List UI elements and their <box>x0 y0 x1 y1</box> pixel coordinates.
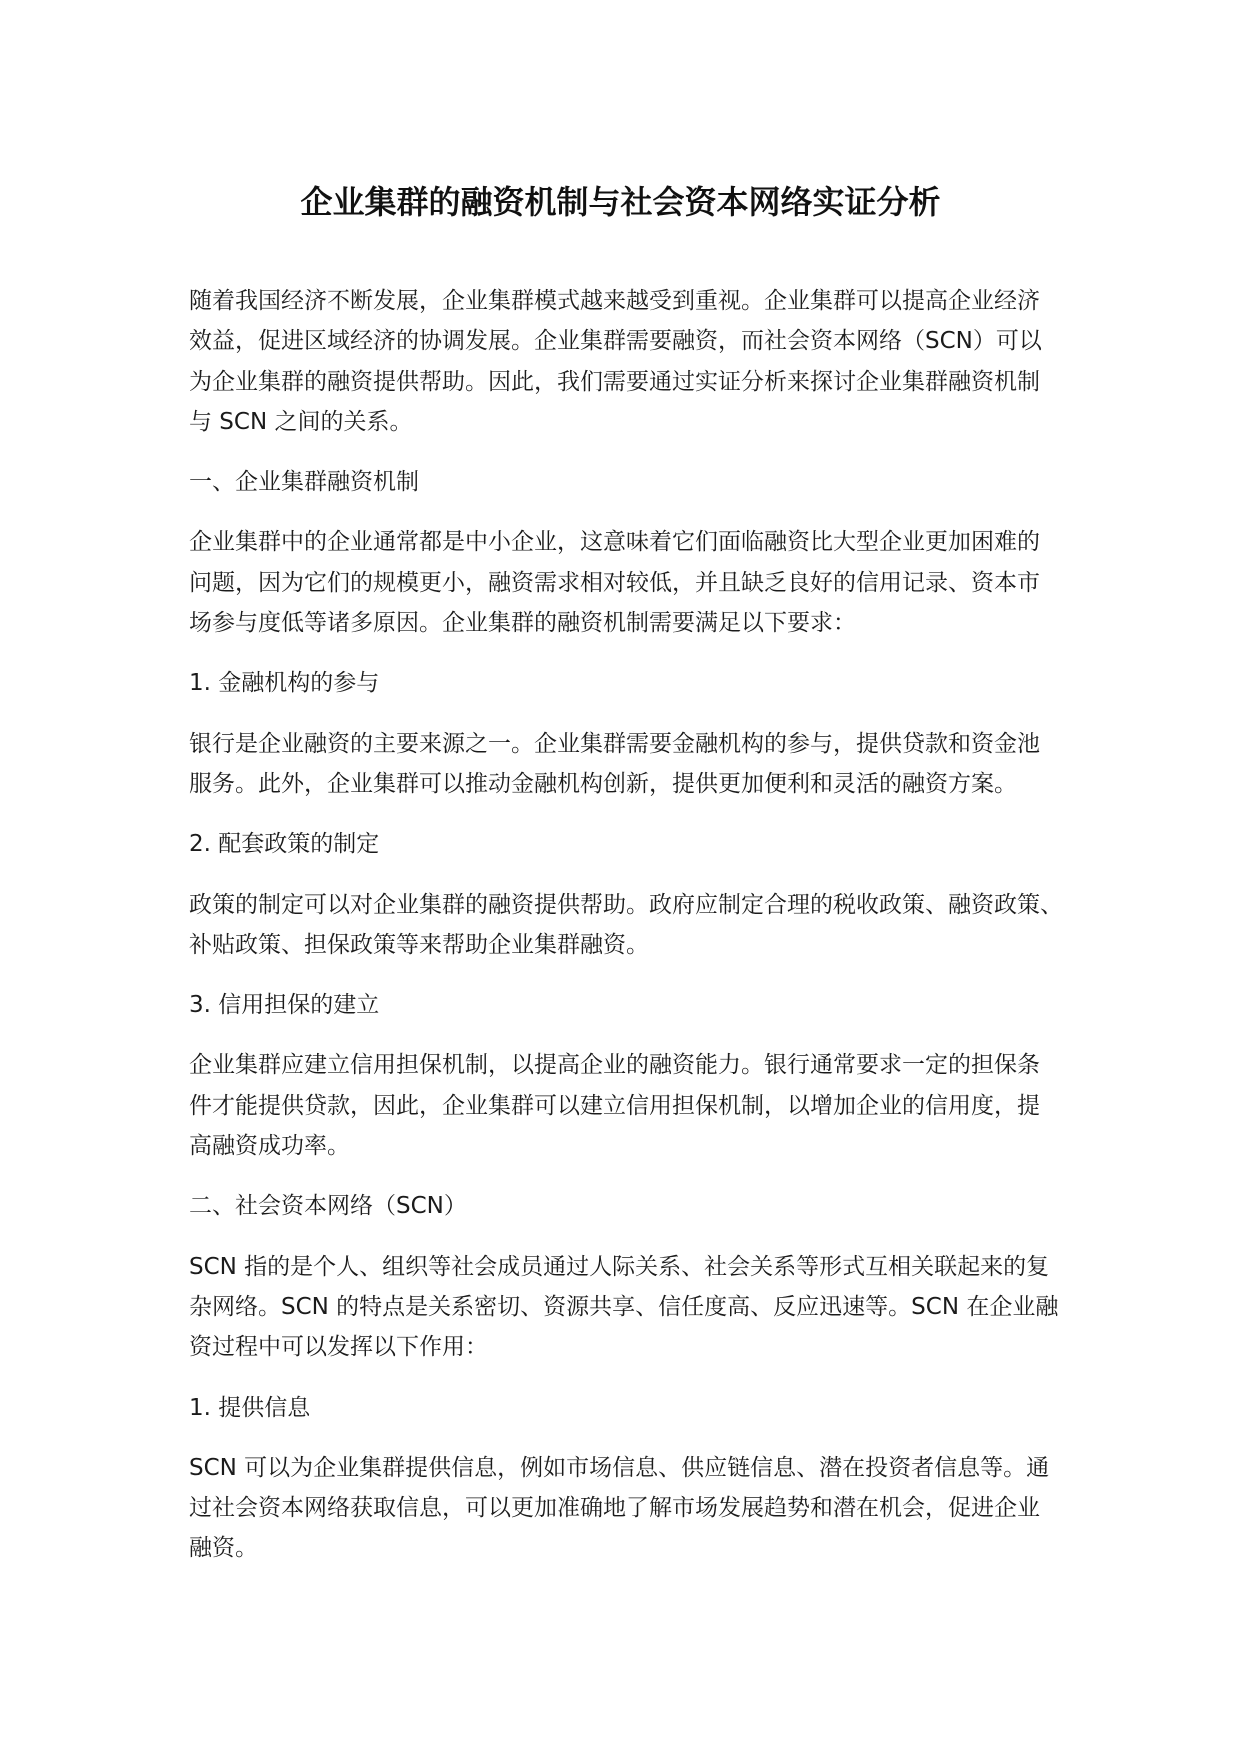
paragraph-line: SCN 可以为企业集群提供信息，例如市场信息、供应链信息、潜在投资者信息等。通 <box>189 1454 1050 1481</box>
paragraph <box>189 1247 1189 1368</box>
document-title: 企业集群的融资机制与社会资本网络实证分析 <box>300 183 941 221</box>
paragraph-line: 银行是企业融资的主要来源之一。企业集群需要金融机构的参与，提供贷款和资金池 <box>189 730 1040 757</box>
subsection-heading-financial-institutions <box>189 663 1189 703</box>
paragraph-line: 企业集群中的企业通常都是中小企业，这意味着它们面临融资比大型企业更加困难的 <box>189 529 1040 556</box>
document-body <box>189 281 1189 1589</box>
paragraph <box>189 885 1189 966</box>
paragraph-line: 件才能提供贷款，因此，企业集群可以建立信用担保机制，以增加企业的信用度，提 <box>189 1092 1040 1119</box>
section-heading-financing-mechanism <box>189 462 1189 502</box>
paragraph-line: 效益，促进区域经济的协调发展。企业集群需要融资，而社会资本网络（SCN）可以 <box>189 328 1042 355</box>
subsection-heading-supporting-policies <box>189 824 1189 864</box>
subsection-heading-text: 1. 金融机构的参与 <box>189 670 380 697</box>
section-heading-social-capital-network <box>189 1186 1189 1226</box>
subsection-heading-text: 1. 提供信息 <box>189 1394 311 1421</box>
paragraph-line: 杂网络。SCN 的特点是关系密切、资源共享、信任度高、反应迅速等。SCN 在企业融 <box>189 1293 1059 1320</box>
subsection-heading-text: 3. 信用担保的建立 <box>189 992 380 1019</box>
paragraph-line: 随着我国经济不断发展，企业集群模式越来越受到重视。企业集群可以提高企业经济 <box>189 288 1040 314</box>
paragraph-line: 问题，因为它们的规模更小，融资需求相对较低，并且缺乏良好的信用记录、资本市 <box>189 569 1040 596</box>
paragraph-line: SCN 指的是个人、组织等社会成员通过人际关系、社会关系等形式互相关联起来的复 <box>189 1253 1050 1280</box>
paragraph-line: 过社会资本网络获取信息，可以更加准确地了解市场发展趋势和潜在机会，促进企业 <box>189 1495 1040 1522</box>
paragraph <box>189 522 1189 643</box>
subsection-heading-credit-guarantee <box>189 985 1189 1025</box>
paragraph <box>189 724 1189 805</box>
section-heading-text: 一、企业集群融资机制 <box>189 469 419 496</box>
paragraph-line: 补贴政策、担保政策等来帮助企业集群融资。 <box>189 931 649 958</box>
paragraph-line: 企业集群应建立信用担保机制，以提高企业的融资能力。银行通常要求一定的担保条 <box>189 1052 1040 1079</box>
paragraph-line: 为企业集群的融资提供帮助。因此，我们需要通过实证分析来探讨企业集群融资机制 <box>189 368 1040 395</box>
paragraph-line: 资过程中可以发挥以下作用： <box>189 1334 488 1361</box>
paragraph-line: 融资。 <box>189 1535 258 1562</box>
paragraph-line: 场参与度低等诸多原因。企业集群的融资机制需要满足以下要求： <box>189 610 856 637</box>
paragraph-line: 与 SCN 之间的关系。 <box>189 408 413 435</box>
paragraph-line: 高融资成功率。 <box>189 1133 350 1160</box>
intro-paragraph <box>189 281 1189 442</box>
subsection-heading-provide-information <box>189 1388 1189 1428</box>
paragraph <box>189 1448 1189 1569</box>
paragraph-line: 政策的制定可以对企业集群的融资提供帮助。政府应制定合理的税收政策、融资政策、 <box>189 891 1063 918</box>
paragraph <box>189 1045 1189 1166</box>
section-heading-text: 二、社会资本网络（SCN） <box>189 1193 467 1220</box>
subsection-heading-text: 2. 配套政策的制定 <box>189 831 380 858</box>
paragraph-line: 服务。此外，企业集群可以推动金融机构创新，提供更加便利和灵活的融资方案。 <box>189 770 1017 797</box>
